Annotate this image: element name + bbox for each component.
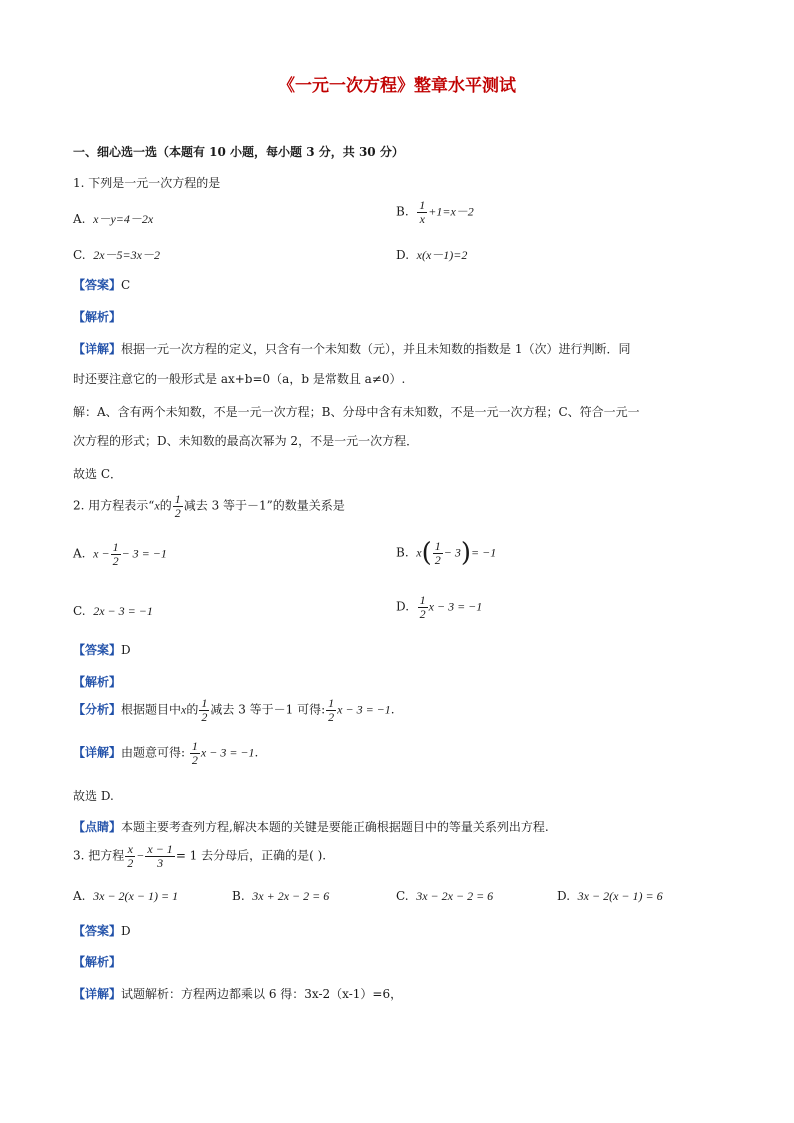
- q1-option-d: D. x(x－1)=2: [396, 248, 468, 262]
- q1-answer: 【答案】C: [73, 278, 131, 292]
- q2-fenxi: 【分析】根据题目中x的 $\frac{1}{2}$ 减去 3 等于－1 可得: $\frac{1}{2}$ x − 3 = −1.: [73, 696, 395, 724]
- fraction: $\frac{1}{2}$: [328, 696, 335, 724]
- fraction: $\frac{x - 1}{3}$: [147, 842, 173, 870]
- q1-detail-line2: 时还要注意它的一般形式是 ax+b=0（a，b 是常数且 a≠0）.: [73, 372, 406, 386]
- q1-solution-line1: 解：A、含有两个未知数，不是一元一次方程；B、分母中含有未知数，不是一元一次方程；C、符合一元一: [73, 405, 640, 419]
- q2-option-a: A. x − $\frac{1}{2}$ − 3 = −1: [73, 540, 167, 568]
- fraction: $\frac{1}{2}$: [174, 492, 181, 520]
- q2-option-c: C. 2x − 3 = −1: [73, 604, 153, 618]
- q3-stem: 3. 把方程 $\frac{x}{2}$ − $\frac{x - 1}{3}$ = 1 去分母后，正确的是( ).: [73, 842, 327, 870]
- fraction: $\frac{1}{2}$: [201, 696, 208, 724]
- q1-conclusion: 故选 C．: [73, 467, 122, 481]
- document-title: 《一元一次方程》整章水平测试: [278, 76, 516, 96]
- q3-detail: 【详解】试题解析：方程两边都乘以 6 得：3x-2（x-1）=6，: [73, 987, 403, 1001]
- q3-option-d: D. 3x − 2(x − 1) = 6: [557, 889, 663, 903]
- q1-option-c: C. 2x－5=3x－2: [73, 248, 160, 262]
- q1-option-a: A. x－y=4－2x: [73, 212, 154, 226]
- q2-analysis-tag: 【解析】: [73, 675, 122, 689]
- q2-answer: 【答案】D: [73, 643, 131, 657]
- q2-conclusion: 故选 D.: [73, 789, 114, 803]
- q1-detail-line1: 【详解】根据一元一次方程的定义，只含有一个未知数（元），并且未知数的指数是 1（次）进行判断．同: [73, 342, 631, 356]
- q2-option-b: B. x( $\frac{1}{2}$ − 3)= −1: [396, 538, 497, 568]
- fraction: $\frac{1}{2}$: [419, 593, 426, 621]
- q3-analysis-tag: 【解析】: [73, 955, 122, 969]
- fraction: $\frac{1}{2}$: [191, 739, 198, 767]
- q2-dianjing: 【点睛】本题主要考查列方程,解决本题的关键是要能正确根据题目中的等量关系列出方程.: [73, 820, 549, 834]
- section-heading: 一、细心选一选（本题有 10 小题，每小题 3 分，共 30 分）: [73, 145, 404, 159]
- q2-stem: 2. 用方程表示“x的 $\frac{1}{2}$ 减去 3 等于－1”的数量关系是: [73, 492, 345, 520]
- fraction: $\frac{1}{x}$: [419, 198, 426, 226]
- q3-answer: 【答案】D: [73, 924, 131, 938]
- q3-option-a: A. 3x − 2(x − 1) = 1: [73, 889, 179, 903]
- q1-solution-line2: 次方程的形式；D、未知数的最高次幂为 2，不是一元一次方程．: [73, 434, 419, 448]
- q1-analysis-tag: 【解析】: [73, 310, 122, 324]
- q3-option-b: B. 3x + 2x − 2 = 6: [232, 889, 330, 903]
- q1-stem: 1. 下列是一元一次方程的是: [73, 176, 221, 190]
- q2-option-d: D. $\frac{1}{2}$ x − 3 = −1: [396, 593, 483, 621]
- q1-option-b: B. $\frac{1}{x}$ +1=x－2: [396, 198, 474, 226]
- fraction: $\frac{1}{2}$: [112, 540, 119, 568]
- q2-detail: 【详解】由题意可得: $\frac{1}{2}$ x − 3 = −1.: [73, 739, 259, 767]
- q3-option-c: C. 3x − 2x − 2 = 6: [396, 889, 494, 903]
- fraction: $\frac{x}{2}$: [127, 842, 134, 870]
- fraction: $\frac{1}{2}$: [434, 538, 441, 567]
